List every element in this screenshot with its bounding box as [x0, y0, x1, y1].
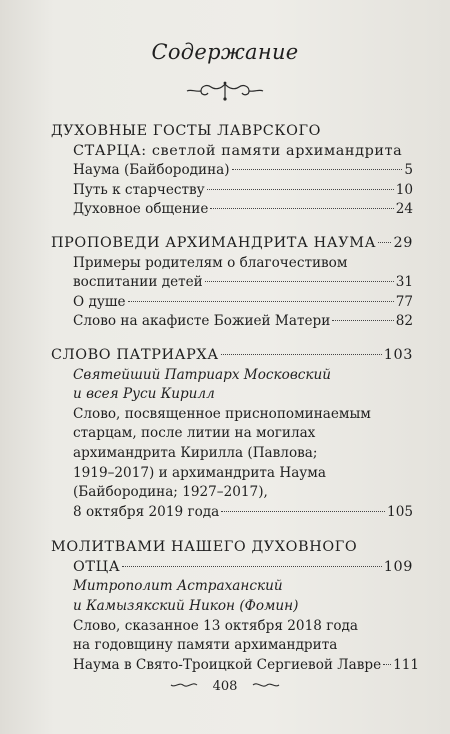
- leader-dots: [232, 169, 403, 170]
- entry-title: Наума в Свято-Троицкой Сергиевой Лавре: [73, 656, 382, 673]
- page-ref: 111: [393, 656, 420, 673]
- page-title: Содержание: [151, 40, 299, 64]
- footer-ornament-left-icon: [170, 679, 198, 694]
- toc-entry[interactable]: [73, 617, 420, 676]
- toc-entry[interactable]: [73, 254, 413, 293]
- toc-entry[interactable]: [73, 200, 413, 220]
- entry-title: воспитании детей: [73, 274, 203, 291]
- page-ref: 10: [395, 181, 413, 198]
- toc-section: [51, 234, 413, 332]
- page-ref: 31: [395, 274, 413, 291]
- entry-title-line: Слово, посвященное приснопоминаемым: [73, 405, 371, 422]
- leader-dots: [207, 189, 394, 190]
- table-of-contents: [51, 122, 420, 689]
- author-line: Митрополит Астраханский: [73, 578, 283, 595]
- heading-line: ПРОПОВЕДИ АРХИМАНДРИТА НАУМА: [51, 234, 377, 251]
- section-heading[interactable]: [51, 122, 413, 161]
- entry-title-line: архимандрита Кирилла (Павлова;: [73, 444, 318, 461]
- entry-title-line: старцам, после литии на могилах: [73, 425, 316, 442]
- page-ref: 109: [383, 558, 413, 575]
- page-ref: 103: [383, 346, 413, 363]
- entry-title: Путь к старчеству: [73, 181, 205, 198]
- toc-section: [51, 346, 413, 522]
- leader-dots: [378, 242, 391, 243]
- entry-title-line: Примеры родителям о благочестивом: [73, 254, 348, 271]
- heading-line: МОЛИТВАМИ НАШЕГО ДУХОВНОГО: [51, 539, 358, 556]
- heading-line: СТАРЦА: светлой памяти архимандрита: [73, 142, 403, 159]
- footer-ornament-right-icon: [252, 679, 280, 694]
- toc-entry[interactable]: [73, 312, 413, 332]
- section-heading[interactable]: [51, 538, 413, 577]
- section-heading[interactable]: [51, 234, 413, 254]
- author-line: и Камызякский Никон (Фомин): [73, 598, 299, 615]
- entry-title: Слово на акафисте Божией Матери: [73, 313, 331, 330]
- leader-dots: [221, 511, 385, 512]
- leader-dots: [221, 354, 382, 355]
- toc-entry[interactable]: [73, 161, 413, 181]
- heading-line: ОТЦА: [73, 558, 121, 575]
- page-ref: 29: [393, 234, 413, 251]
- leader-dots: [383, 664, 391, 665]
- entry-title: Духовное общение: [73, 201, 209, 218]
- page-number: 408: [212, 679, 238, 694]
- entry-title: О душе: [73, 293, 126, 310]
- leader-dots: [128, 301, 394, 302]
- entry-title-line: Слово, сказанное 13 октября 2018 года: [73, 617, 358, 634]
- leader-dots: [332, 320, 393, 321]
- section-heading[interactable]: [51, 346, 413, 366]
- heading-line: ДУХОВНЫЕ ГОСТЫ ЛАВРСКОГО: [51, 123, 322, 139]
- toc-section: [51, 122, 413, 220]
- entry-title: 8 октября 2019 года: [73, 503, 220, 520]
- entry-title-line: на годовщину памяти архимандрита: [73, 637, 338, 654]
- leader-dots: [205, 281, 394, 282]
- page-ref: 24: [395, 201, 413, 218]
- ornament-divider: [0, 80, 450, 106]
- toc-entry[interactable]: [73, 181, 413, 201]
- toc-entry[interactable]: [73, 405, 413, 523]
- author-line: Святейший Патриарх Московский: [73, 366, 331, 383]
- page-ref: 5: [404, 162, 413, 179]
- page-ref: 77: [395, 293, 413, 310]
- toc-entry[interactable]: [73, 293, 413, 313]
- page-ref: 105: [387, 503, 413, 520]
- flourish-icon: [185, 80, 265, 102]
- author-line: и всея Руси Кирилл: [73, 386, 215, 403]
- leader-dots: [122, 566, 381, 567]
- page-ref: 82: [395, 313, 413, 330]
- entry-title-line: (Байбородина; 1927–2017),: [73, 484, 268, 501]
- entry-title-line: 1919–2017) и архимандрита Наума: [73, 464, 326, 481]
- leader-dots: [210, 208, 393, 209]
- toc-section: [51, 538, 420, 675]
- heading-line: СЛОВО ПАТРИАРХА: [51, 346, 219, 363]
- entry-title: Наума (Байбородина): [73, 162, 230, 179]
- page-footer: [0, 679, 450, 694]
